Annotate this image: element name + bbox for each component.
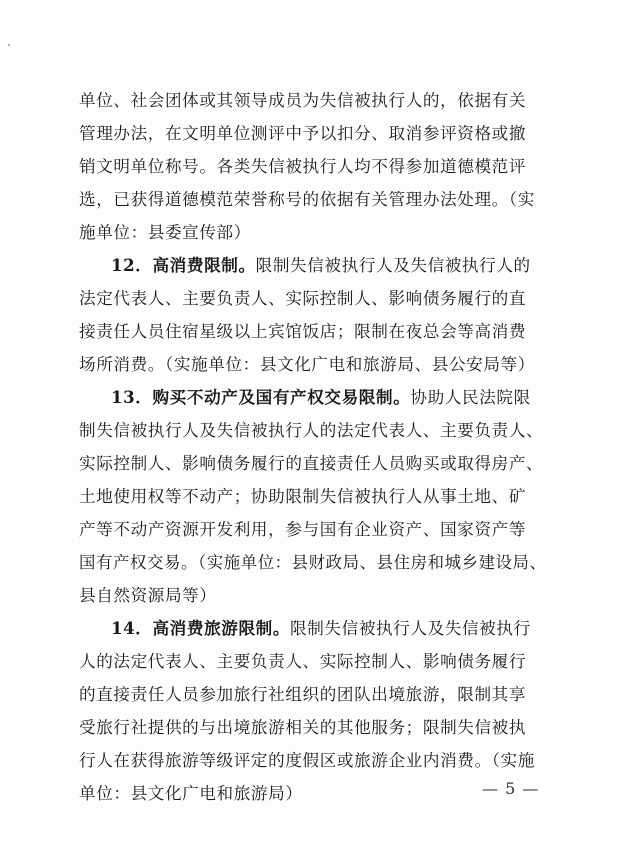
text-line: 销文明单位称号。各类失信被执行人均不得参加道德模范评 (79, 157, 527, 176)
text-line: 施单位：县委宣传部） (79, 223, 251, 242)
text-line: 产等不动产资源开发利用，参与国有企业资产、国家资产等 (79, 520, 527, 539)
scan-speck (8, 44, 10, 46)
item-12-heading: 12．高消费限制。 (111, 255, 256, 275)
text-line: 国有产权交易。（实施单位：县财政局、县住房和城乡建设局、 (79, 553, 547, 572)
text-line: 场所消费。（实施单位：县文化广电和旅游局、县公安局等） (79, 355, 535, 374)
text-line: 人的法定代表人、主要负责人、实际控制人、影响债务履行 (79, 652, 527, 671)
text-line: 县自然资源局等） (79, 586, 217, 605)
item-12-first-line (111, 249, 549, 282)
text-line: 行人在获得旅游等级评定的度假区或旅游企业内消费。（实施 (79, 751, 535, 770)
text-line: 法定代表人、主要负责人、实际控制人、影响债务履行的直 (79, 289, 527, 308)
text-line: 制失信被执行人及失信被执行人的法定代表人、主要负责人、 (79, 421, 544, 440)
text-line: 土地使用权等不动产；协助限制失信被执行人从事土地、矿 (79, 487, 527, 506)
text-line: 单位：县文化广电和旅游局） (79, 784, 303, 803)
text-line: 协助人民法院限 (410, 388, 531, 407)
item-13-heading: 13．购买不动产及国有产权交易限制。 (111, 387, 411, 407)
item-14-heading: 14．高消费旅游限制。 (111, 618, 291, 638)
item-14-first-line (111, 612, 549, 645)
text-line: 限制失信被执行人及失信被执行人的 (255, 256, 531, 275)
text-line: 受旅行社提供的与出境旅游相关的其他服务；限制失信被执 (79, 718, 527, 737)
text-line: 单位、社会团体或其领导成员为失信被执行人的，依据有关 (79, 91, 527, 110)
item-13-first-line (111, 381, 549, 414)
page-number: — 5 — (482, 779, 540, 798)
text-line: 接责任人员住宿星级以上宾馆饭店；限制在夜总会等高消费 (79, 322, 527, 341)
text-line: 选，已获得道德模范荣誉称号的依据有关管理办法处理。（实 (79, 190, 535, 209)
text-line: 实际控制人、影响债务履行的直接责任人员购买或取得房产、 (79, 454, 544, 473)
text-line: 管理办法，在文明单位测评中予以扣分、取消参评资格或撤 (79, 124, 527, 143)
text-line: 限制失信被执行人及失信被执行 (290, 619, 531, 638)
text-line: 的直接责任人员参加旅行社组织的团队出境旅游，限制其享 (79, 685, 527, 704)
